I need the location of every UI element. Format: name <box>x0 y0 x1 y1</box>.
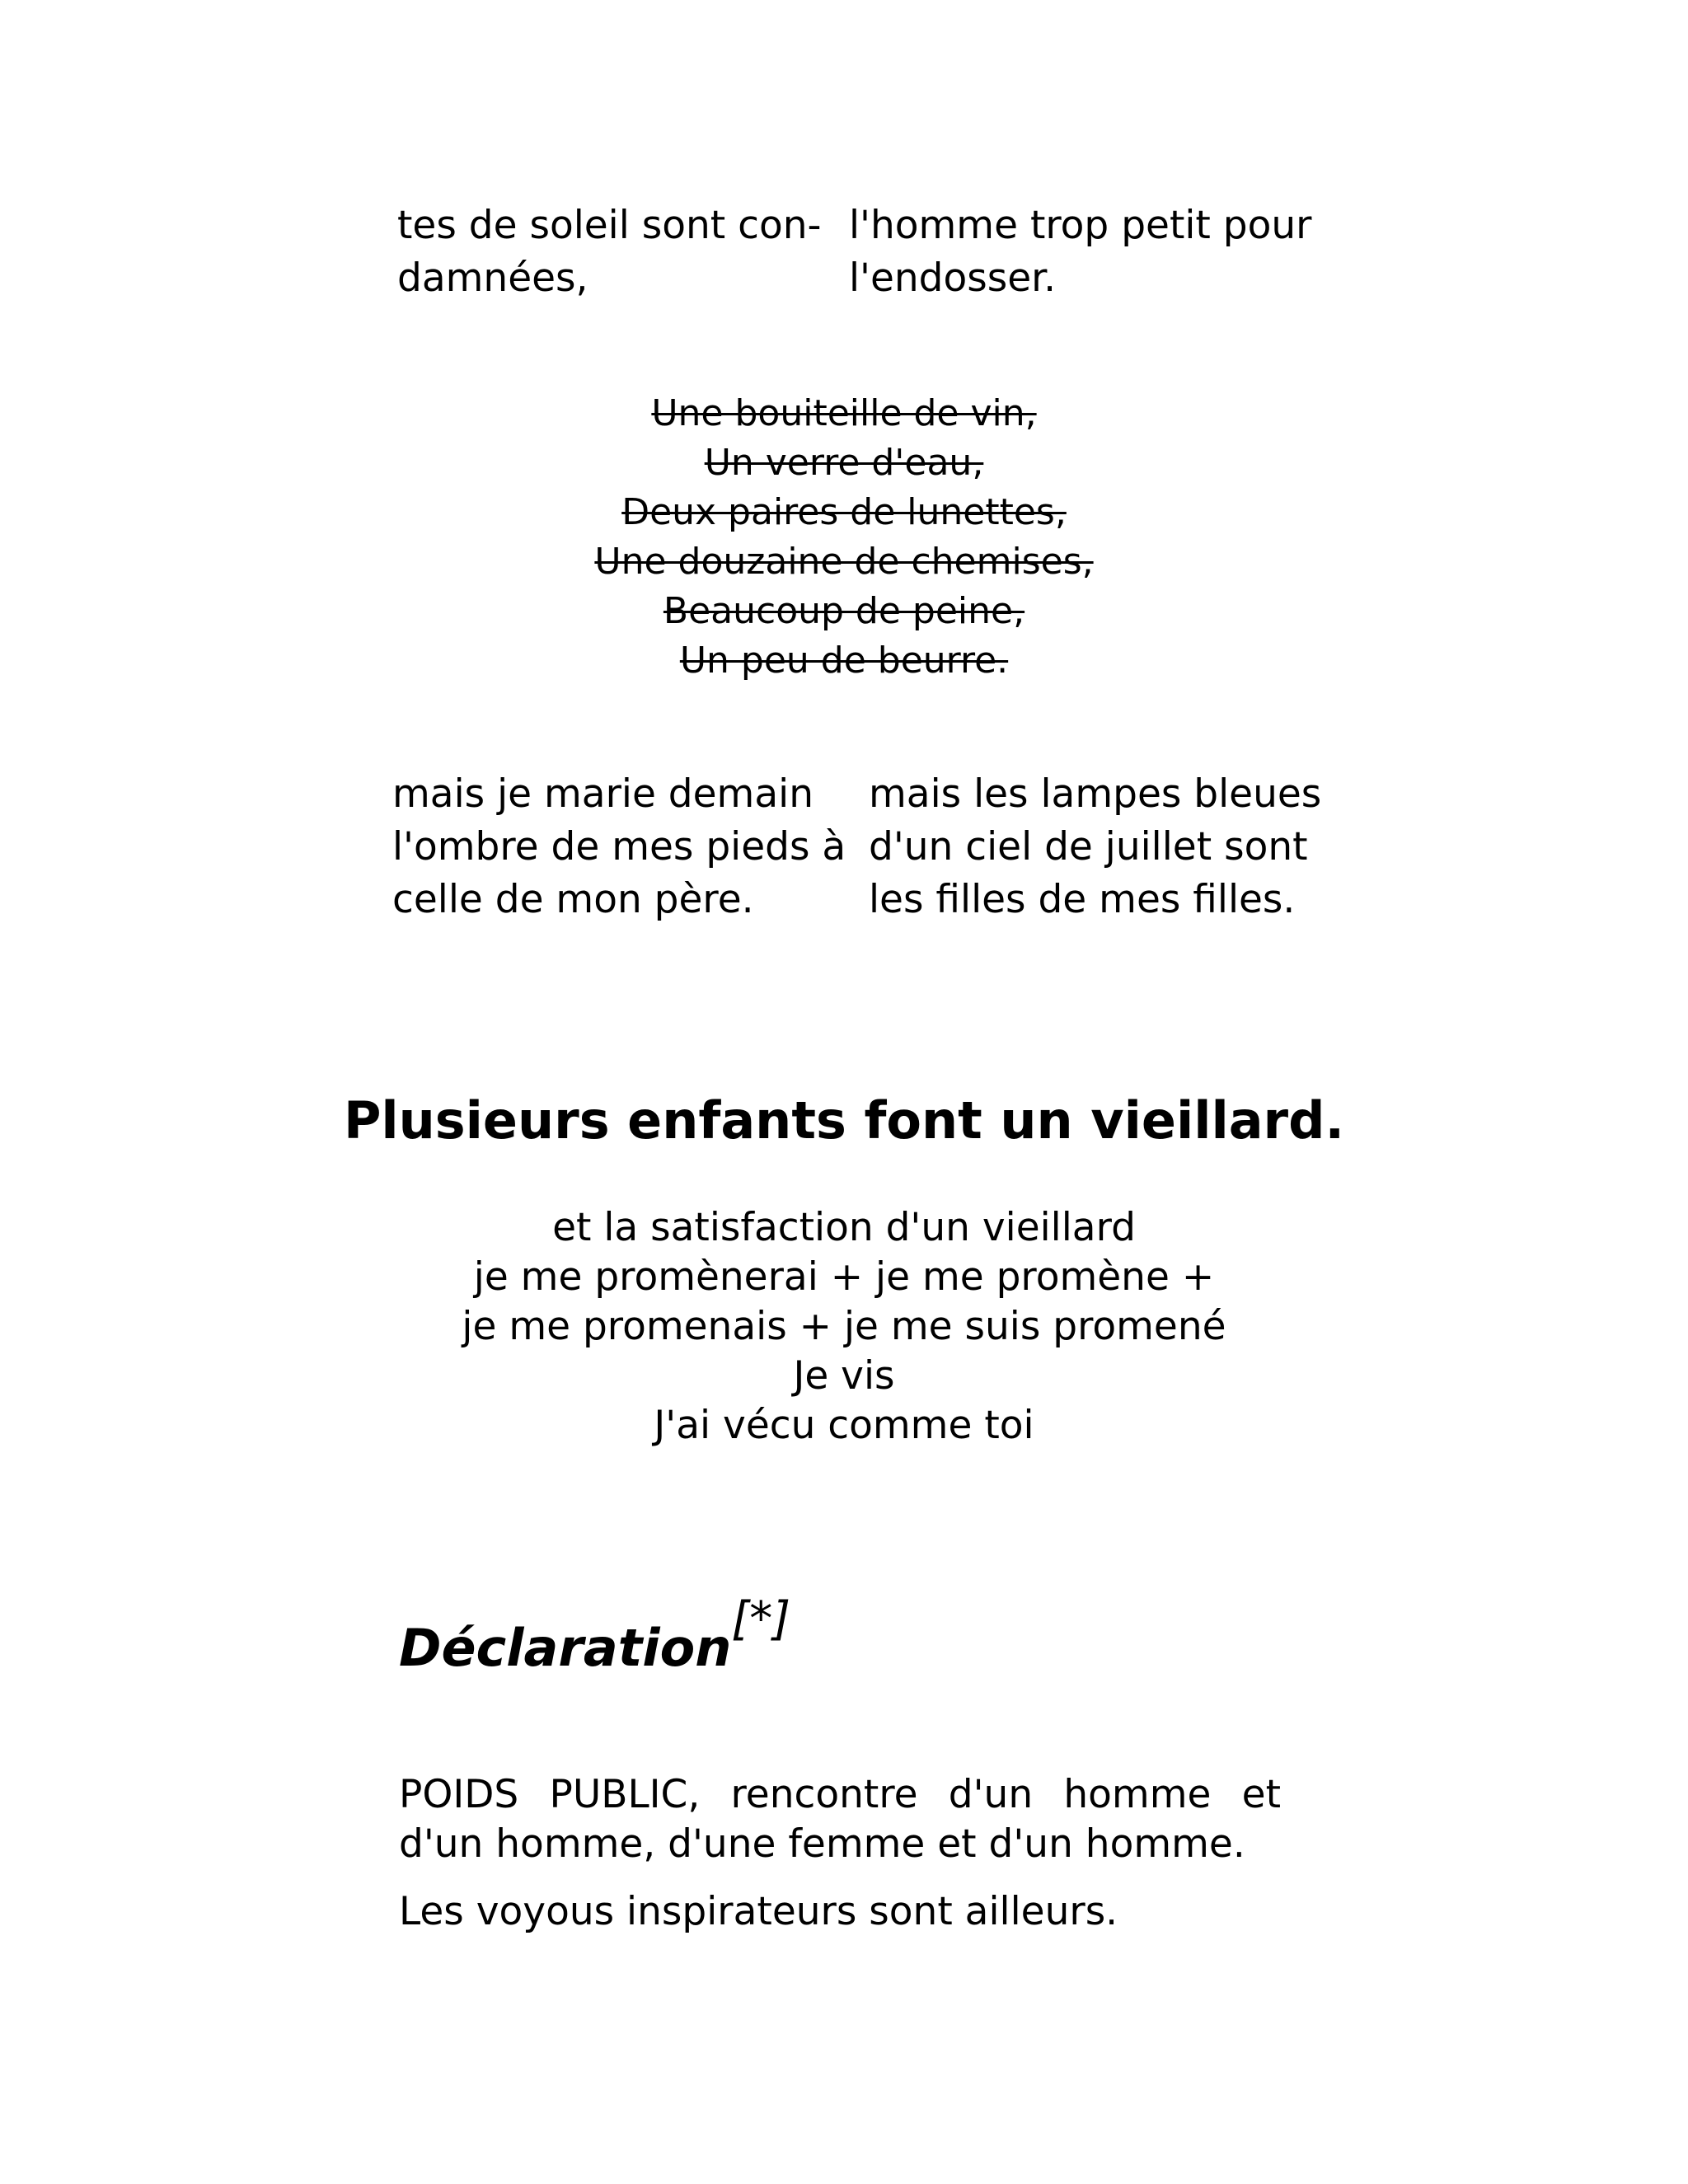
declaration-title-text: Déclaration <box>399 1618 732 1678</box>
text-line: l'homme trop petit pour <box>849 203 1312 248</box>
text-line: mais je marie demain <box>392 771 814 817</box>
struck-list-item: Un peu de beurre. <box>679 640 1009 682</box>
declaration-paragraph: POIDS PUBLIC, rencontre d'un homme et d'un homme, d'une femme et d'un homme. <box>399 1772 1281 1867</box>
text-line: damnées, <box>397 255 588 301</box>
footnote-marker[interactable]: [*] <box>731 1592 791 1646</box>
text-line: mais les lampes bleues <box>869 771 1322 817</box>
text-line: l'ombre de mes pieds à <box>392 824 846 869</box>
middle-left-column <box>392 768 846 926</box>
top-left-column <box>397 199 821 305</box>
struck-list-item: Un verre d'eau, <box>704 442 984 484</box>
top-right-column <box>849 199 1312 305</box>
declaration-title <box>399 1592 791 1684</box>
text-line: celle de mon père. <box>392 877 754 922</box>
text-line: tes de soleil sont con- <box>397 203 822 248</box>
struck-list <box>0 389 1688 686</box>
text-line: les filles de mes filles. <box>869 877 1296 922</box>
verse-line: Je vis <box>793 1353 895 1399</box>
verse-line: et la satisfaction d'un vieillard <box>552 1205 1136 1250</box>
middle-right-column <box>869 768 1321 926</box>
text-line: l'endosser. <box>849 255 1057 301</box>
struck-list-item: Deux paires de lunettes, <box>621 491 1067 533</box>
struck-list-item: Une bouiteille de vin, <box>651 392 1037 434</box>
verse-line: J'ai vécu comme toi <box>654 1403 1034 1448</box>
struck-list-item: Beaucoup de peine, <box>663 590 1025 632</box>
verse-line: je me promenais + je me suis promené <box>462 1304 1226 1349</box>
centered-verse <box>0 1203 1688 1451</box>
verse-line: je me promènerai + je me promène + <box>473 1254 1215 1300</box>
section-heading: Plusieurs enfants font un vieillard. <box>343 1090 1345 1151</box>
declaration-paragraph: Les voyous inspirateurs sont ailleurs. <box>399 1889 1118 1934</box>
struck-list-item: Une douzaine de chemises, <box>594 541 1094 583</box>
text-line: d'un ciel de juillet sont <box>869 824 1308 869</box>
